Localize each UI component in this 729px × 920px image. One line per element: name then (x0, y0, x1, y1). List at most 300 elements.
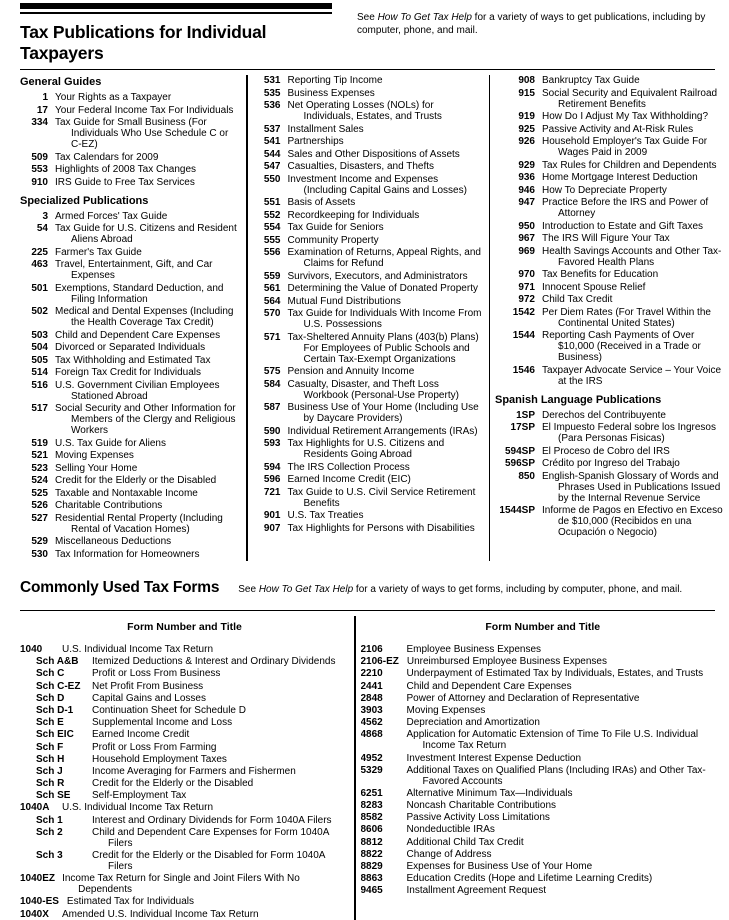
entry-title: Alternative Minimum Tax—Individuals (406, 787, 573, 799)
form-entry (20, 729, 349, 740)
form-entry (20, 681, 349, 692)
form-entry (361, 729, 726, 751)
publication-entry (253, 75, 484, 86)
publication-entry (253, 271, 484, 282)
forms-section-title: Commonly Used Tax Forms (20, 579, 220, 596)
entry-number: 950 (518, 220, 535, 232)
publication-entry (253, 88, 484, 99)
entry-title: U.S. Government Civilian Employees Stationed Abroad (55, 379, 220, 402)
entry-number: 8863 (360, 873, 383, 885)
entry-number: 907 (263, 522, 281, 534)
entry-title: Installment Sales (287, 123, 364, 135)
entry-number: 2848 (360, 692, 383, 704)
entry-number: 919 (518, 111, 535, 122)
publication-entry (253, 100, 484, 122)
entry-title: Nondeductible IRAs (406, 824, 495, 836)
entry-number: 553 (31, 164, 48, 175)
forms-column-1 (20, 616, 349, 920)
publication-entry (20, 283, 241, 305)
entry-number: 596 (263, 474, 281, 485)
entry-number: 1040A (20, 802, 50, 814)
entry-title: Practice Before the IRS and Power of Attorney (542, 197, 709, 219)
publication-entry (20, 513, 241, 535)
entry-title: Application for Automatic Extension of Time To File U.S. Individual Income Tax Return (406, 729, 699, 752)
form-entry (361, 644, 726, 655)
entry-number: 541 (263, 136, 281, 147)
entry-title: Credit for the Elderly or the Disabled (92, 778, 254, 790)
publication-entry (20, 450, 241, 461)
entry-number: 8829 (360, 861, 383, 872)
entry-title: Credit for the Elderly or the Disabled (55, 475, 217, 486)
publication-entry (495, 410, 725, 421)
entry-title: Self-Employment Tax (92, 790, 187, 802)
entry-number: 596SP (504, 458, 535, 469)
entry-title: Taxable and Nontaxable Income (55, 487, 198, 499)
entry-title: Business Expenses (287, 87, 375, 99)
entry-number: 946 (518, 184, 535, 196)
publication-entry (495, 294, 725, 305)
form-entry (361, 681, 726, 692)
forms-column-header: Form Number and Title (127, 621, 242, 633)
entry-title: Estimated Tax for Individuals (66, 896, 195, 908)
publication-entry (20, 92, 241, 103)
entry-title: How To Depreciate Property (542, 184, 667, 196)
entry-title: Employee Business Expenses (406, 644, 542, 655)
entry-number: 1SP (516, 409, 535, 421)
entry-number: 929 (518, 159, 535, 171)
publications-column-1 (20, 75, 241, 561)
entry-title: Unreimbursed Employee Business Expenses (406, 656, 607, 668)
form-entry (20, 896, 349, 907)
entry-title: Tax Guide for Individuals With Income From U.S. Possessions (287, 308, 482, 330)
entry-title: Power of Attorney and Declaration of Representative (406, 692, 640, 704)
entry-title: English-Spanish Glossary of Words and Phrases Used in Publications Issued by the Internal Revenue Service (542, 470, 721, 504)
entry-number: 1544SP (499, 505, 535, 516)
entry-title: Social Security and Other Information for Members of the Clergy and Religious Workers (55, 403, 236, 436)
entry-title: Business Use of Your Home (Including Use by Daycare Providers) (287, 402, 479, 424)
entry-number: 502 (31, 306, 48, 317)
entry-number: Sch A&B (36, 656, 79, 668)
entry-title: Casualties, Disasters, and Thefts (287, 161, 435, 172)
entry-number: Sch D-1 (36, 704, 74, 716)
entry-title: Expenses for Business Use of Your Home (406, 861, 593, 872)
note-prefix: See (357, 12, 378, 23)
entry-number: 915 (518, 87, 535, 99)
entry-number: 509 (31, 151, 48, 163)
entry-title: Foreign Tax Credit for Individuals (55, 367, 201, 378)
entry-number: 561 (263, 283, 281, 294)
entry-number: 527 (31, 512, 48, 524)
publication-entry (253, 379, 484, 401)
form-entry (20, 644, 349, 655)
publication-entry (20, 463, 241, 474)
entry-title: Installment Agreement Request (406, 885, 547, 897)
entry-title: Your Federal Income Tax For Individuals (55, 104, 234, 116)
entry-title: Partnerships (287, 136, 344, 147)
entry-title: Reporting Cash Payments of Over $10,000 (Received in a Trade or Business) (542, 330, 701, 363)
entry-title: Informe de Pagos en Efectivo en Exceso de $10,000 (Recibidos en una Ocupación o Negocio) (542, 505, 723, 538)
form-entry (20, 717, 349, 728)
entry-number: 972 (518, 294, 535, 305)
publication-entry (20, 342, 241, 353)
entry-number: 6251 (360, 787, 383, 799)
forms-help-note (238, 584, 682, 595)
entry-title: Recordkeeping for Individuals (287, 209, 420, 221)
entry-title: Depreciation and Amortization (406, 717, 540, 729)
entry-number: 4952 (360, 752, 383, 764)
form-entry (361, 656, 726, 667)
publication-entry (20, 117, 241, 150)
publication-entry (253, 174, 484, 196)
entry-number: 523 (31, 462, 48, 474)
entry-number: 463 (31, 259, 48, 270)
entry-number: 517 (31, 403, 48, 414)
publication-entry (20, 223, 241, 245)
entry-number: 536 (263, 100, 281, 111)
entry-title: Introduction to Estate and Gift Taxes (542, 220, 704, 232)
publication-entry (253, 426, 484, 437)
entry-number: 8822 (360, 848, 383, 860)
entry-number: 555 (263, 234, 281, 246)
entry-title: Profit or Loss From Farming (92, 741, 217, 753)
publications-column-2 (253, 75, 484, 561)
publication-entry (495, 197, 725, 219)
publication-entry (253, 366, 484, 377)
publication-entry (20, 500, 241, 511)
form-entry (20, 815, 349, 826)
form-entry (361, 800, 726, 811)
entry-title: Tax Rules for Children and Dependents (542, 159, 717, 171)
entry-number: 334 (31, 117, 48, 128)
publications-section (0, 70, 729, 561)
entry-number: 225 (31, 246, 48, 258)
entry-title: How Do I Adjust My Tax Withholding? (542, 111, 709, 122)
entry-number: 1 (42, 92, 48, 103)
entry-title: Divorced or Separated Individuals (55, 342, 206, 353)
entry-title: Your Rights as a Taxpayer (55, 92, 172, 103)
group-heading: Spanish Language Publications (495, 393, 662, 406)
entry-number: 590 (263, 425, 281, 437)
publication-entry (253, 283, 484, 294)
publication-entry (20, 259, 241, 281)
publication-entry (253, 462, 484, 473)
entry-title: Passive Activity and At-Risk Rules (542, 123, 694, 135)
entry-number: Sch C-EZ (36, 680, 81, 692)
entry-title: Moving Expenses (55, 450, 134, 461)
publications-column-3 (495, 75, 725, 561)
entry-title: Charitable Contributions (55, 500, 163, 511)
entry-title: Reporting Tip Income (287, 75, 383, 86)
entry-title: Taxpayer Advocate Service – Your Voice at the IRS (542, 364, 722, 387)
forms-column-header: Form Number and Title (485, 621, 601, 633)
publication-entry (495, 136, 725, 158)
publication-entry (253, 487, 484, 509)
form-entry (20, 827, 349, 849)
group-heading: Specialized Publications (20, 194, 149, 207)
form-entry (361, 668, 726, 679)
entry-number: 571 (263, 331, 281, 343)
form-entry (20, 909, 349, 920)
publication-entry (253, 124, 484, 135)
publication-entry (20, 536, 241, 547)
entry-title: The IRS Will Figure Your Tax (542, 233, 670, 244)
form-entry (20, 742, 349, 753)
entry-title: Community Property (287, 234, 379, 246)
publication-entry (495, 269, 725, 280)
entry-title: Determining the Value of Donated Property (287, 283, 478, 294)
entry-number: 54 (36, 223, 48, 234)
entry-title: IRS Guide to Free Tax Services (55, 176, 195, 188)
form-entry (361, 753, 726, 764)
entry-number: 529 (31, 536, 48, 547)
entry-title: Change of Address (406, 848, 492, 860)
publication-entry (20, 475, 241, 486)
entry-title: The IRS Collection Process (287, 461, 410, 473)
entry-title: Home Mortgage Interest Deduction (542, 172, 698, 183)
entry-title: Child and Dependent Care Expenses (406, 680, 572, 692)
entry-title: Selling Your Home (55, 462, 138, 474)
entry-number: 519 (31, 437, 48, 449)
entry-title: U.S. Tax Treaties (287, 510, 364, 521)
entry-title: Supplemental Income and Loss (92, 717, 233, 729)
publication-entry (20, 330, 241, 341)
publications-help-note (357, 12, 719, 37)
entry-number: 593 (263, 438, 281, 449)
form-entry (20, 790, 349, 801)
entry-title: Miscellaneous Deductions (55, 536, 172, 547)
entry-title: Crédito por Ingreso del Trabajo (542, 458, 680, 469)
entry-number: 969 (518, 245, 535, 257)
publication-entry (20, 306, 241, 328)
entry-number: 594 (263, 461, 281, 473)
entry-number: 936 (518, 172, 535, 183)
entry-title: Interest and Ordinary Dividends for Form 1040A Filers (92, 814, 332, 826)
forms-column-2 (361, 616, 726, 920)
entry-number: 3 (42, 210, 48, 222)
entry-number: Sch C (36, 668, 65, 680)
entry-number: 531 (263, 75, 281, 86)
form-entry (20, 850, 349, 872)
entry-number: 1542 (512, 306, 535, 318)
entry-title: Itemized Deductions & Interest and Ordinary Dividends (92, 656, 336, 668)
entry-number: 570 (263, 308, 281, 319)
entry-title: Child Tax Credit (542, 294, 613, 305)
entry-title: Exemptions, Standard Deduction, and Filing Information (55, 282, 224, 305)
entry-title: Innocent Spouse Relief (542, 281, 646, 293)
entry-title: Armed Forces' Tax Guide (55, 210, 168, 222)
entry-number: 908 (518, 75, 535, 86)
form-entry (361, 788, 726, 799)
header-thick-rule (20, 3, 332, 9)
entry-title: Education Credits (Hope and Lifetime Learning Credits) (406, 873, 653, 885)
note-suffix: for a variety of ways to get publications, including by computer, phone, and mail. (357, 12, 706, 36)
entry-number: 2106 (360, 644, 383, 655)
entry-number: 587 (263, 402, 281, 413)
entry-title: El Proceso de Cobro del IRS (542, 445, 670, 457)
form-entry (361, 812, 726, 823)
publication-entry (495, 172, 725, 183)
entry-title: U.S. Tax Guide for Aliens (55, 437, 166, 449)
publication-entry (20, 367, 241, 378)
publication-entry (253, 438, 484, 460)
entry-number: Sch H (36, 753, 65, 765)
entry-number: 550 (263, 173, 281, 185)
entry-title: Tax-Sheltered Annuity Plans (403(b) Plans) For Employees of Public Schools and Certain Tax-Exempt Organizations (287, 331, 479, 365)
form-entry (361, 693, 726, 704)
publication-entry (253, 474, 484, 485)
entry-title: Medical and Dental Expenses (Including the Health Coverage Tax Credit) (55, 306, 234, 328)
entry-title: Moving Expenses (406, 704, 486, 716)
publication-entry (495, 330, 725, 363)
entry-title: Survivors, Executors, and Administrators (287, 270, 468, 282)
column-divider (354, 616, 356, 920)
form-entry (361, 717, 726, 728)
entry-title: Bankruptcy Tax Guide (542, 75, 640, 86)
form-entry (361, 861, 726, 872)
publication-entry (495, 446, 725, 457)
form-entry (361, 705, 726, 716)
entry-title: Tax Guide for Small Business (For Individuals Who Use Schedule C or C-EZ) (55, 117, 229, 150)
entry-number: 584 (263, 378, 281, 390)
entry-title: Child and Dependent Care Expenses for Form 1040A Filers (92, 826, 329, 849)
publication-entry (20, 549, 241, 560)
entry-title: Net Operating Losses (NOLs) for Individuals, Estates, and Trusts (287, 100, 442, 122)
entry-title: Mutual Fund Distributions (287, 295, 401, 307)
entry-number: 521 (31, 450, 48, 461)
publication-entry (20, 164, 241, 175)
entry-title: Tax Guide for Seniors (287, 222, 384, 233)
entry-number: 535 (263, 87, 281, 99)
entry-number: 530 (31, 548, 48, 560)
publication-entry (495, 458, 725, 469)
entry-number: 3903 (360, 704, 383, 716)
entry-number: 504 (31, 342, 48, 353)
form-entry (361, 849, 726, 860)
publication-entry (253, 247, 484, 269)
entry-title: Pension and Annuity Income (287, 366, 415, 377)
column-divider (246, 75, 248, 561)
entry-title: Sales and Other Dispositions of Assets (287, 148, 460, 160)
entry-title: Derechos del Contribuyente (542, 409, 666, 421)
page-header (0, 0, 729, 64)
entry-number: 1040X (20, 908, 49, 920)
entry-title: Net Profit From Business (92, 680, 204, 692)
entry-number: 547 (263, 161, 281, 172)
entry-title: Per Diem Rates (For Travel Within the Continental United States) (542, 306, 711, 329)
entry-title: Income Averaging for Farmers and Fishermen (92, 765, 296, 777)
entry-number: 8283 (360, 800, 383, 812)
publication-entry (495, 422, 725, 444)
entry-number: 537 (263, 123, 281, 135)
publication-entry (495, 307, 725, 329)
entry-number: 971 (518, 281, 535, 293)
publication-entry (253, 136, 484, 147)
entry-title: Tax Withholding and Estimated Tax (55, 354, 211, 366)
forms-section (0, 611, 729, 920)
group-heading: General Guides (20, 76, 102, 88)
publication-entry (20, 105, 241, 116)
publication-entry (495, 75, 725, 86)
entry-number: Sch 3 (36, 850, 63, 861)
publication-entry (253, 296, 484, 307)
publication-entry (495, 282, 725, 293)
entry-number: 910 (31, 176, 48, 188)
publication-entry (253, 332, 484, 365)
publication-entry (20, 403, 241, 436)
form-entry (361, 837, 726, 848)
entry-number: 5329 (360, 764, 383, 776)
entry-number: 925 (518, 123, 535, 135)
entry-number: 17 (36, 104, 48, 116)
entry-title: Investment Income and Expenses (Including Capital Gains and Losses) (287, 173, 467, 196)
entry-number: 947 (518, 197, 535, 208)
publication-entry (253, 402, 484, 424)
entry-number: Sch F (36, 741, 64, 753)
entry-number: Sch J (36, 765, 63, 777)
entry-number: Sch E (36, 717, 64, 729)
publication-entry (495, 124, 725, 135)
publication-entry (495, 505, 725, 538)
entry-title: Highlights of 2008 Tax Changes (55, 164, 197, 175)
entry-title: Additional Child Tax Credit (406, 836, 524, 848)
entry-number: 552 (263, 209, 281, 221)
entry-number: Sch 2 (36, 826, 63, 838)
entry-title: Passive Activity Loss Limitations (406, 812, 550, 824)
publication-entry (20, 438, 241, 449)
publication-entry (495, 160, 725, 171)
publication-entry (253, 523, 484, 534)
forms-column-2-list (361, 644, 726, 896)
entry-title: Examination of Returns, Appeal Rights, and Claims for Refund (287, 247, 481, 269)
entry-title: Tax Benefits for Education (542, 269, 659, 280)
form-entry (20, 705, 349, 716)
title-block (20, 3, 332, 64)
entry-number: 721 (263, 486, 281, 498)
entry-number: Sch D (36, 692, 65, 704)
entry-number: 575 (263, 366, 281, 377)
entry-number: 9465 (360, 885, 383, 897)
entry-title: Investment Interest Expense Deduction (406, 752, 582, 764)
publication-entry (253, 161, 484, 172)
form-entry (361, 873, 726, 884)
entry-title: Tax Information for Homeowners (55, 548, 200, 560)
entry-title: Casualty, Disaster, and Theft Loss Workbook (Personal-Use Property) (287, 378, 459, 401)
entry-number: 4868 (360, 729, 383, 741)
entry-number: 970 (518, 269, 535, 280)
entry-title: Residential Rental Property (Including Rental of Vacation Homes) (55, 512, 223, 535)
entry-number: 8812 (360, 836, 383, 848)
form-entry (361, 765, 726, 787)
entry-title: Tax Calendars for 2009 (55, 151, 159, 163)
entry-title: El Impuesto Federal sobre los Ingresos (Para Personas Fisicas) (542, 422, 716, 444)
note-suffix: for a variety of ways to get forms, including by computer, phone, and mail. (353, 584, 683, 595)
entry-number: 901 (263, 510, 281, 521)
form-entry (20, 754, 349, 765)
entry-title: Underpayment of Estimated Tax by Individuals, Estates, and Trusts (406, 668, 704, 680)
publication-entry (495, 471, 725, 504)
entry-number: 544 (263, 148, 281, 160)
entry-number: 2106-EZ (360, 656, 399, 668)
entry-title: Credit for the Elderly or the Disabled for Form 1040A Filers (92, 850, 325, 872)
publication-entry (20, 177, 241, 188)
header-thin-rule (20, 12, 332, 14)
entry-title: Tax Guide for U.S. Citizens and Resident Aliens Abroad (55, 223, 237, 245)
form-entry (20, 656, 349, 667)
entry-title: Continuation Sheet for Schedule D (92, 704, 246, 716)
page-title: Tax Publications for Individual Taxpayers (20, 22, 267, 63)
publication-entry (253, 222, 484, 233)
column-divider (489, 75, 491, 561)
